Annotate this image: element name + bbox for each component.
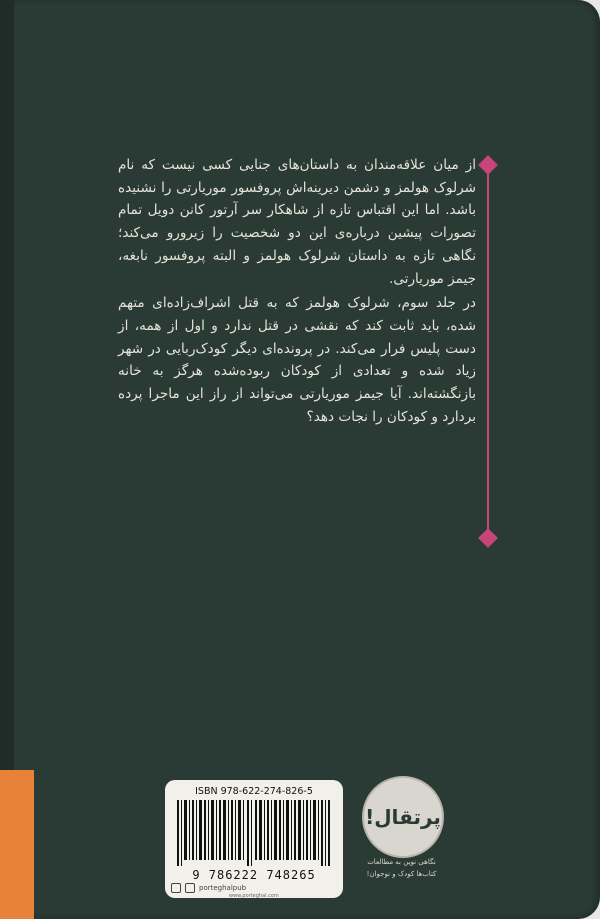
publisher-tagline-2: کتاب‌ها کودک و نوجوان! [366, 870, 437, 878]
blurb-paragraph-2: در جلد سوم، شرلوک هولمز که به قتل اشراف‌زاده‌ای متهم شده، باید ثابت کند که نقشی در قتل ندارد و اول از همه، از دست پلیس فرار می‌کند. در پرونده‌ای دیگر کودک‌ربایی در شهر زیاد شده و تعدادی از کودکان ربوده‌شده هرگز به خانه بازنگشته‌اند. آیا جیمز موریارتی می‌تواند از راز این ماجرا پرده بردارد و کودکان را نجات دهد؟ [118, 295, 476, 425]
telegram-icon [185, 883, 195, 893]
blurb [118, 154, 476, 430]
orange-accent-tab [0, 770, 34, 919]
instagram-icon [171, 883, 181, 893]
publisher-name: پرتقال! [365, 805, 441, 829]
publisher-tagline-1: نگاهی نوین به مطالعات [367, 858, 436, 866]
diamond-bottom-icon [478, 528, 498, 548]
isbn-label: ISBN 978-622-274-826-5 [195, 786, 313, 797]
barcode-digits: 9 786222 748265 [192, 868, 316, 882]
barcode-panel [165, 780, 343, 898]
website-url: www.porteghal.com [229, 893, 279, 899]
social-row [171, 883, 337, 893]
decorative-vertical-rule [487, 160, 489, 538]
diamond-top-icon [478, 155, 498, 175]
blurb-paragraph-1: از میان علاقه‌مندان به داستان‌های جنایی کسی نیست که نام شرلوک هولمز و دشمن دیرینه‌اش پروفسور موریارتی را نشنیده باشد. اما این اقتباس تازه از شاهکار سر آرتور کانن دویل تمام تصورات پیشین درباره‌ی این دو شخصیت را زیرورو می‌کند؛ نگاهی تازه به داستان شرلوک هولمز و البته پروفسور نابغه، جیمز موریارتی. [118, 157, 476, 287]
publisher-logo [354, 776, 449, 906]
publisher-logo-icon [362, 776, 444, 858]
barcode-icon [175, 800, 333, 866]
social-handle: porteghalpub [199, 884, 247, 892]
